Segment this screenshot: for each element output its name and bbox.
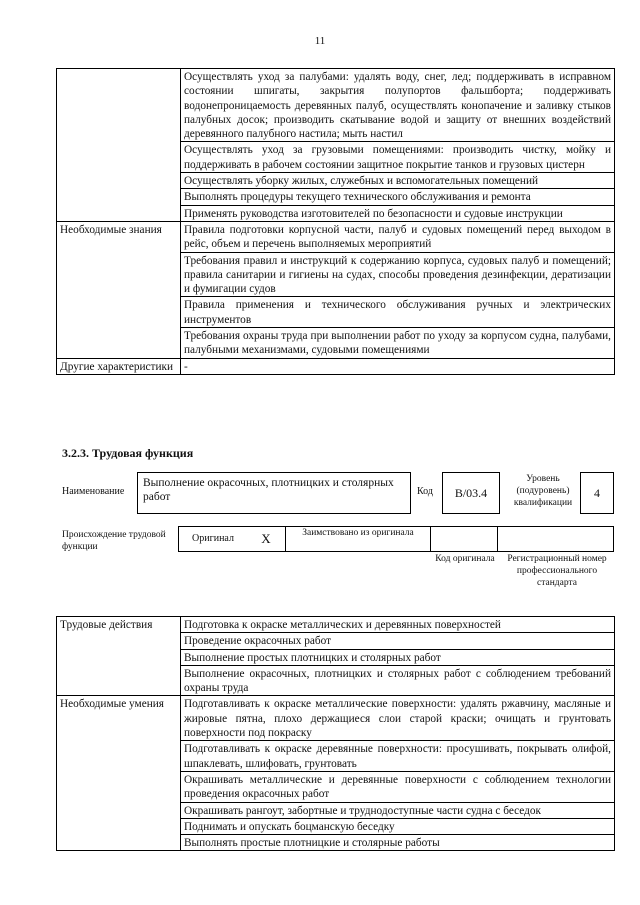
table-cell: Выполнять простые плотницкие и столярные работы	[181, 835, 615, 851]
section-title: 3.2.3. Трудовая функция	[62, 446, 194, 460]
table-cell: Осуществлять уход за палубами: удалять воду, снег, лед; поддерживать в исправном состоянии шпигаты, закрытия полупортов фальшборта; поддерживать водонепроницаемость деревянных палуб, осуществлять конопачение и заливку стыков палубных досок; производить скатывание водой и защиту от внешних воздействий деревянного палубного настила; мыть настил	[181, 69, 615, 142]
skills-table-continued	[56, 68, 615, 375]
level-label: Уровень (подуровень) квалификации	[513, 474, 573, 508]
page-number: 11	[314, 35, 326, 47]
code-label: Код	[417, 486, 433, 497]
table-cell: Правила применения и технического обслуживания ручных и электрических инструментов	[181, 297, 615, 328]
table-cell: Поднимать и опускать боцманскую беседку	[181, 818, 615, 834]
table-cell: Выполнение окрасочных, плотницких и столярных работ с соблюдением требований охраны труда	[181, 665, 615, 696]
original-label: Оригинал	[192, 533, 234, 544]
row-label-knowledge: Необходимые знания	[57, 221, 181, 358]
origin-box	[178, 526, 614, 552]
table-cell: Требования правил и инструкций к содержанию корпуса, судовых палуб и помещений; правила санитарии и гигиены на судах, способы проведения дезинфекции, дератизации и фумигации судов	[181, 252, 615, 297]
table-cell: Подготавливать к окраске металлические поверхности: удалять ржавчину, масляные и жировые пятна, плохо держащиеся слои старой краски; очищать и грунтовать поверхности под покраску	[181, 696, 615, 741]
table-cell: Требования охраны труда при выполнении работ по уходу за корпусом судна, палубами, палубными механизмами, судовыми помещениями	[181, 328, 615, 359]
row-label-other: Другие характеристики	[57, 358, 181, 374]
code-original-label: Код оригинала	[435, 554, 495, 564]
code-value: В/03.4	[442, 472, 500, 514]
function-name: Выполнение окрасочных, плотницких и столярных работ	[137, 472, 411, 514]
table-cell: Выполнение простых плотницких и столярных работ	[181, 649, 615, 665]
table-cell: -	[181, 358, 615, 374]
divider	[497, 527, 498, 551]
row-label-actions: Трудовые действия	[57, 617, 181, 696]
table-cell: Окрашивать рангоут, забортные и труднодоступные части судна с беседок	[181, 802, 615, 818]
level-value: 4	[580, 472, 614, 514]
original-mark: X	[261, 531, 271, 546]
reg-number-label: Регистрационный номер профессионального стандарта	[507, 554, 607, 588]
origin-label: Происхождение трудовой функции	[62, 530, 166, 552]
row-label	[57, 69, 181, 222]
row-label-skills: Необходимые умения	[57, 696, 181, 851]
name-label: Наименование	[62, 486, 125, 497]
table-cell: Осуществлять уход за грузовыми помещениями: производить чистку, мойку и поддерживать в рабочем состоянии защитное покрытие танков и грузовых цистерн	[181, 142, 615, 173]
table-cell: Подготовка к окраске металлических и деревянных поверхностей	[181, 617, 615, 633]
borrowed-label: Заимствовано из оригинала	[285, 527, 431, 551]
table-cell: Применять руководства изготовителей по безопасности и судовые инструкции	[181, 205, 615, 221]
table-cell: Проведение окрасочных работ	[181, 633, 615, 649]
table-cell: Правила подготовки корпусной части, палуб и судовых помещений перед выходом в рейс, объем и перечень выполняемых мероприятий	[181, 221, 615, 252]
table-cell: Осуществлять уборку жилых, служебных и вспомогательных помещений	[181, 173, 615, 189]
table-cell: Подготавливать к окраске деревянные поверхности: просушивать, покрывать олифой, шпаклевать, шлифовать, грунтовать	[181, 741, 615, 772]
table-cell: Окрашивать металлические и деревянные поверхности с соблюдением технологии проведения окрасочных работ	[181, 771, 615, 802]
table-cell: Выполнять процедуры текущего технического обслуживания и ремонта	[181, 189, 615, 205]
work-actions-table	[56, 616, 615, 851]
